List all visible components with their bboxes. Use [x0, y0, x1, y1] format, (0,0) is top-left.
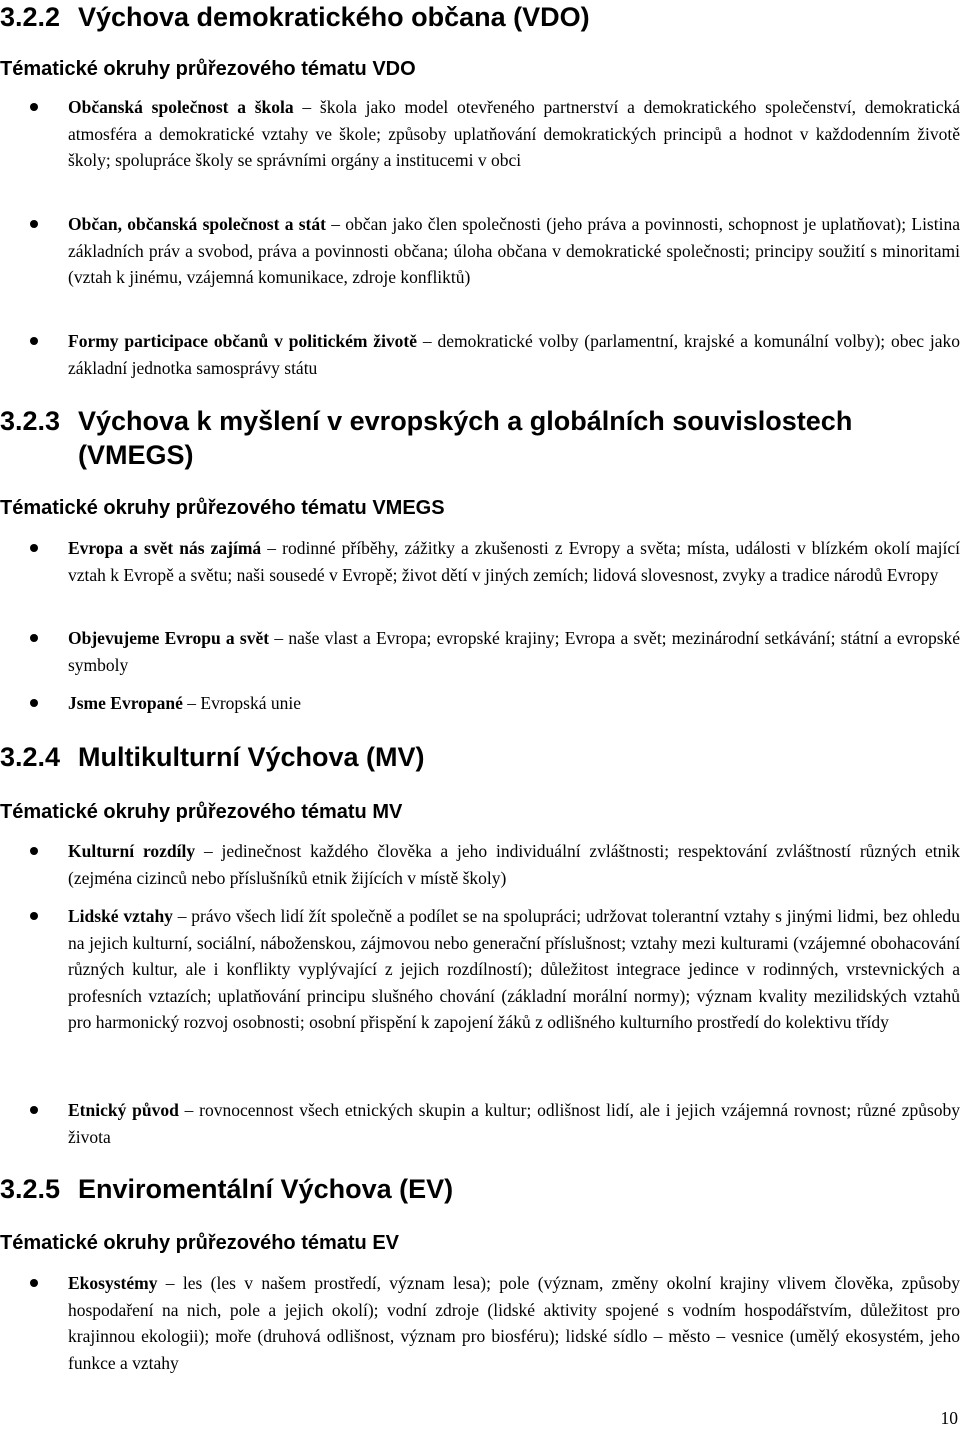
- item-term: Ekosystémy: [68, 1273, 158, 1293]
- item-text: právo všech lidí žít společně a podílet se na spolupráci; udržovat tolerantní vztahy s jinými lidmi, bez ohledu na jejich kulturní, sociální, náboženskou, zájmovou nebo generační příslušnost; vztahy mezi kulturami (vzájemné obohacování různých kultur, ale i konflikty vyplývající z jejich rozdílností); důležitost integrace jedince v rodinných, vrstevnických a profesních vztazích; uplatňování principu slušného chování (základní morální normy); význam kvality mezilidských vztahů pro harmonický rozvoj osobnosti; osobní přispění k zapojení žáků z odlišného kulturního prostředí do kolektivu třídy: [68, 906, 960, 1033]
- section-number: 3.2.4: [0, 742, 61, 772]
- page-number: 10: [940, 1408, 958, 1428]
- item-term: Jsme Evropané: [68, 693, 183, 713]
- list-item: [68, 535, 960, 588]
- section-title: Enviromentální Výchova (EV): [78, 1174, 454, 1204]
- item-text: rodinné příběhy, zážitky a zkušenosti z Evropy a světa; místa, události v blízkém okolí mající vztah k Evropě a světu; naši sousedé v Evropě; život dětí v jiných zemích; lidová slovesnost, zvyky a tradice národů Evropy: [68, 538, 960, 585]
- list-item: [68, 211, 960, 291]
- item-text: rovnocennost všech etnických skupin a kultur; odlišnost lidí, ale i jejich vzájemná rovnost; různé způsoby života: [68, 1100, 960, 1147]
- item-text: škola jako model otevřeného partnerství a demokratického společenství, demokratická atmosféra a demokratické vztahy ve škole; způsoby uplatňování demokratických principů a hodnot v každodenním životě školy; spolupráce školy se správními orgány a institucemi v obci: [68, 97, 960, 171]
- item-term: Lidské vztahy: [68, 906, 173, 926]
- section-number: 3.2.2: [0, 2, 61, 32]
- section-heading-ev: [0, 1172, 960, 1206]
- section-title: Výchova demokratického občana (VDO): [78, 2, 590, 32]
- item-term: Občanská společnost a škola: [68, 97, 294, 117]
- item-text: les (les v našem prostředí, význam lesa); pole (význam, změny okolní krajiny vlivem člověka, způsoby hospodaření na nich, pole a jejich okolí); vodní zdroje (lidské aktivity spojené s vodním hospodářstvím, důležitost pro krajinnou ekologii); moře (druhová odlišnost, význam pro biosféru); lidské sídlo – město – vesnice (umělý ekosystém, jeho funkce a vztahy: [68, 1273, 960, 1373]
- list-item: [68, 625, 960, 678]
- list-item: [68, 1097, 960, 1150]
- list-item: [68, 328, 960, 381]
- bullet-icon: [30, 634, 38, 642]
- subsection-heading-mv: Tématické okruhy průřezového tématu MV: [0, 801, 403, 823]
- item-term: Formy participace občanů v politickém životě: [68, 331, 418, 351]
- item-text: demokratické volby (parlamentní, krajské a komunální volby); obec jako základní jednotka samosprávy státu: [68, 331, 960, 378]
- section-heading-vdo: [0, 0, 960, 34]
- item-term: Občan, občanská společnost a stát: [68, 214, 326, 234]
- bullet-icon: [30, 1279, 38, 1287]
- dash: –: [331, 214, 340, 234]
- item-text: Evropská unie: [200, 693, 301, 713]
- section-title: Multikulturní Výchova (MV): [78, 742, 425, 772]
- section-heading-mv: [0, 740, 960, 774]
- item-text: naše vlast a Evropa; evropské krajiny; Evropa a svět; mezinárodní setkávání; státní a evropské symboly: [68, 628, 960, 675]
- bullet-icon: [30, 699, 38, 707]
- dash: –: [165, 1273, 175, 1293]
- item-text: jedinečnost každého člověka a jeho individuální zvláštnosti; respektování zvláštností různých etnik (zejména cizinců nebo příslušníků etnik žijících v místě školy): [68, 841, 960, 888]
- subsection-heading-ev: Tématické okruhy průřezového tématu EV: [0, 1232, 400, 1254]
- bullet-icon: [30, 337, 38, 345]
- dash: –: [184, 1100, 194, 1120]
- item-term: Objevujeme Evropu a svět: [68, 628, 270, 648]
- item-text: občan jako člen společnosti (jeho práva a povinnosti, schopnost je uplatňovat); Listina základních práv a svobod, práva a povinnosti občana; úloha občana v demokratické společnosti; principy soužití s minoritami (vztah k jinému, vzájemná komunikace, zdroje konfliktů): [68, 214, 960, 288]
- item-term: Etnický původ: [68, 1100, 179, 1120]
- dash: –: [177, 906, 187, 926]
- bullet-icon: [30, 220, 38, 228]
- dash: –: [302, 97, 312, 117]
- dash: –: [187, 693, 197, 713]
- list-item: [68, 690, 960, 717]
- dash: –: [274, 628, 284, 648]
- list-item: [68, 1270, 960, 1376]
- dash: –: [422, 331, 432, 351]
- subsection-heading-vdo: Tématické okruhy průřezového tématu VDO: [0, 58, 416, 80]
- bullet-icon: [30, 1106, 38, 1114]
- list-item: [68, 903, 960, 1036]
- bullet-icon: [30, 544, 38, 552]
- list-item: [68, 94, 960, 174]
- dash: –: [203, 841, 213, 861]
- bullet-icon: [30, 912, 38, 920]
- dash: –: [267, 538, 277, 558]
- subsection-heading-vmegs: Tématické okruhy průřezového tématu VMEGS: [0, 497, 445, 519]
- section-number: 3.2.3: [0, 406, 61, 436]
- section-title: Výchova k myšlení v evropských a globálních souvislostech (VMEGS): [78, 406, 853, 470]
- item-term: Evropa a svět nás zajímá: [68, 538, 262, 558]
- section-number: 3.2.5: [0, 1174, 61, 1204]
- section-heading-vmegs: [0, 404, 960, 472]
- list-item: [68, 838, 960, 891]
- bullet-icon: [30, 103, 38, 111]
- bullet-icon: [30, 847, 38, 855]
- item-term: Kulturní rozdíly: [68, 841, 196, 861]
